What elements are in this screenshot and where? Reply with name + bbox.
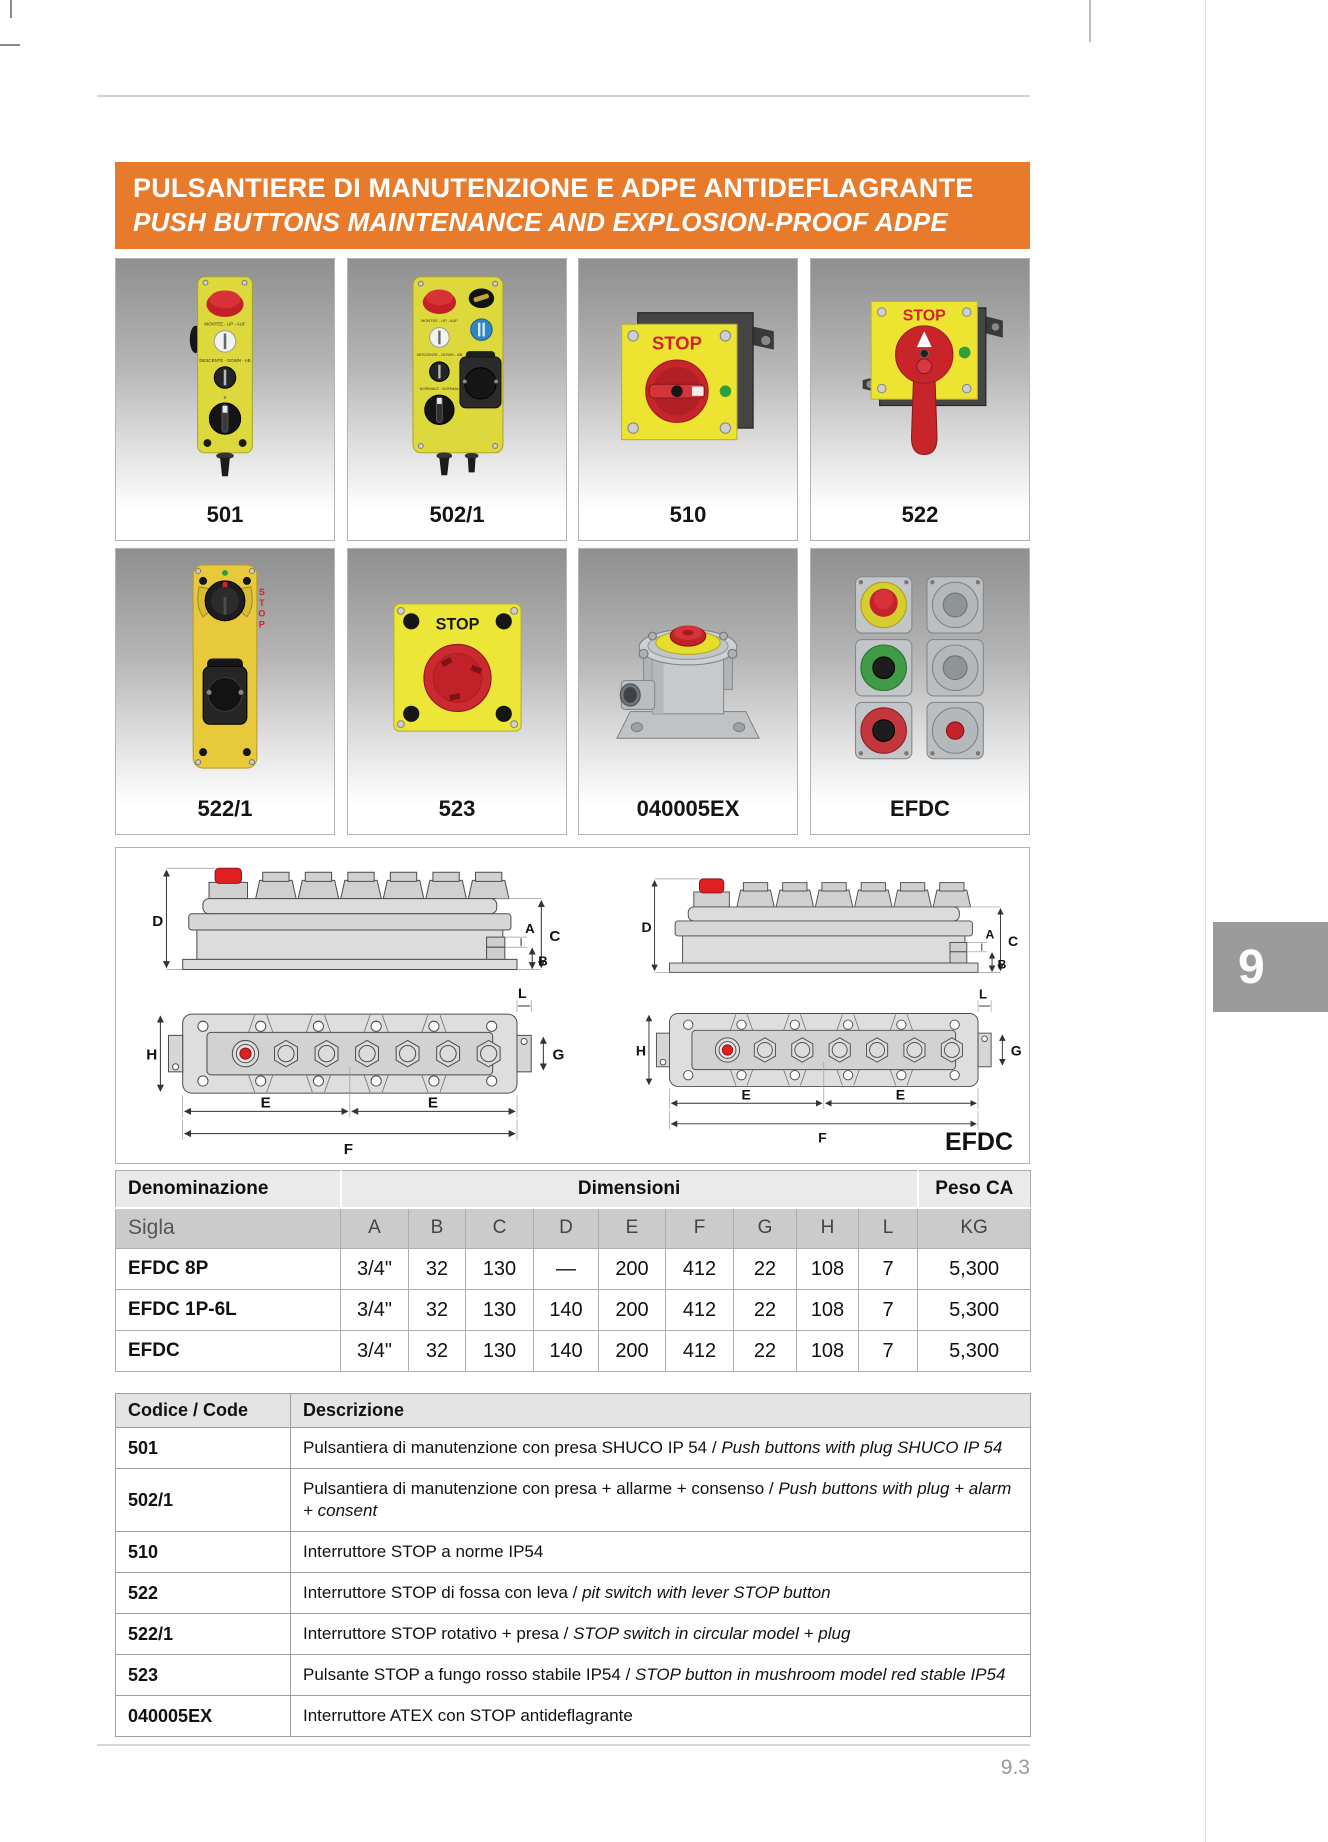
- dims-col-f: F: [666, 1208, 734, 1249]
- dim-label-c: C: [549, 928, 561, 946]
- dims-value: 32: [409, 1290, 466, 1331]
- product-label-510: 510: [669, 502, 707, 527]
- dims-value: 22: [734, 1290, 797, 1331]
- dims-value: 200: [599, 1249, 666, 1290]
- dims-weight: 5,300: [918, 1290, 1031, 1331]
- code-cell: 040005EX: [116, 1696, 291, 1737]
- pendant-station-501-graphic: [165, 269, 285, 489]
- mushroom-button-523-graphic: [365, 590, 550, 752]
- stop-letter-s: S: [258, 586, 265, 597]
- dims-value: 412: [666, 1249, 734, 1290]
- dims-value: —: [534, 1249, 599, 1290]
- efdc-modules-graphic: [823, 568, 1018, 774]
- product-photo-523: [348, 551, 566, 790]
- chapter-number: 9: [1238, 940, 1265, 994]
- dims-row-name: EFDC: [116, 1331, 341, 1372]
- code-row-501: [116, 1428, 1031, 1469]
- dims-weight: 5,300: [918, 1331, 1031, 1372]
- dims-value: 108: [797, 1249, 859, 1290]
- product-photo-501: [116, 261, 334, 496]
- efdc-dimension-drawing: [634, 852, 1036, 1161]
- page-edge-rule: [1205, 0, 1206, 1842]
- dims-value: 32: [409, 1331, 466, 1372]
- dims-value: 130: [466, 1290, 534, 1331]
- code-cell: 502/1: [116, 1469, 291, 1532]
- dims-weight: 5,300: [918, 1249, 1031, 1290]
- dims-col-d: D: [534, 1208, 599, 1249]
- diagram-right: [634, 852, 1036, 1161]
- dim-label-h: H: [146, 1046, 158, 1064]
- stop-text: STOP: [651, 332, 702, 354]
- product-label-502-1: 502/1: [429, 502, 485, 527]
- description-text: Pulsantiera di manutenzione con presa + allarme + consenso /: [303, 1479, 779, 1498]
- description-text: Pulsante STOP a fungo rosso stabile IP54 /: [303, 1665, 636, 1684]
- product-label-523: 523: [438, 796, 476, 821]
- dims-value: 412: [666, 1290, 734, 1331]
- dims-value: 200: [599, 1290, 666, 1331]
- dims-value: 32: [409, 1249, 466, 1290]
- stop-letter-o: O: [258, 608, 266, 619]
- dims-value: 108: [797, 1331, 859, 1372]
- pit-lever-switch-522-graphic: [835, 278, 1005, 480]
- dims-col-kg: KG: [918, 1208, 1031, 1249]
- product-photo-522-1: [116, 551, 334, 790]
- dims-subheader-sigla: Sigla: [116, 1208, 341, 1249]
- product-label-efdc: EFDC: [890, 796, 950, 821]
- page-number: 9.3: [1000, 1756, 1030, 1779]
- crop-mark-top-left-vertical: [10, 0, 12, 18]
- description-english: STOP button in mushroom model red stable IP54: [635, 1665, 1006, 1684]
- description-english: STOP switch in circular model + plug: [573, 1624, 851, 1643]
- code-cell: 501: [116, 1428, 291, 1469]
- code-row-523: [116, 1655, 1031, 1696]
- product-photo-040005ex: [579, 551, 797, 790]
- product-photo-510: [579, 261, 797, 496]
- description-text: Interruttore ATEX con STOP antideflagrante: [303, 1706, 633, 1725]
- product-card-501: [115, 258, 335, 541]
- stop-text: STOP: [902, 307, 946, 325]
- description-english: Push buttons with plug SHUCO IP 54: [721, 1438, 1003, 1457]
- efdc-dimension-drawing: [142, 852, 582, 1161]
- section-banner: [115, 162, 1030, 249]
- dims-col-l: L: [859, 1208, 918, 1249]
- dims-row-name: EFDC 8P: [116, 1249, 341, 1290]
- product-photo-502-1: [348, 261, 566, 496]
- description-text: Interruttore STOP a norme IP54: [303, 1542, 544, 1561]
- code-row-522-1: [116, 1614, 1031, 1655]
- dim-label-c: C: [1007, 933, 1019, 950]
- dims-value: 200: [599, 1331, 666, 1372]
- product-label-522-1: 522/1: [197, 796, 253, 821]
- pendant-station-502-1-graphic: [383, 269, 531, 489]
- technical-drawing-panel: [115, 847, 1030, 1164]
- dim-label-b: B: [538, 953, 548, 969]
- crop-mark-top-left-horizontal: [0, 44, 20, 46]
- dim-label-g: G: [552, 1046, 565, 1064]
- product-card-efdc: [810, 548, 1030, 835]
- normal-label: NORMALE - NORMAL: [419, 385, 460, 391]
- rotary-stop-522-1-graphic: [165, 559, 285, 783]
- dims-header-dimensioni: Dimensioni: [341, 1171, 918, 1208]
- dims-value: 108: [797, 1290, 859, 1331]
- description-cell: [291, 1696, 1031, 1737]
- description-cell: [291, 1614, 1031, 1655]
- dims-value: 7: [859, 1331, 918, 1372]
- product-label-522: 522: [901, 502, 939, 527]
- bottom-divider-rule: [97, 1744, 1030, 1746]
- dim-label-l: L: [978, 986, 987, 1002]
- product-card-522: [810, 258, 1030, 541]
- dim-label-d: D: [152, 912, 164, 930]
- dim-label-e2: E: [427, 1094, 438, 1112]
- product-card-040005ex: [578, 548, 798, 835]
- dims-header-peso: Peso CA: [918, 1171, 1031, 1208]
- dims-row-name: EFDC 1P-6L: [116, 1290, 341, 1331]
- code-row-522: [116, 1573, 1031, 1614]
- dims-value: 7: [859, 1249, 918, 1290]
- atex-switch-040005ex-graphic: [588, 587, 788, 754]
- page-title-english: PUSH BUTTONS MAINTENANCE AND EXPLOSION-PROOF ADPE: [133, 207, 948, 237]
- product-card-522-1: [115, 548, 335, 835]
- dims-value: 130: [466, 1249, 534, 1290]
- product-label-040005ex: 040005EX: [636, 796, 740, 821]
- dims-col-b: B: [409, 1208, 466, 1249]
- dim-label-f: F: [818, 1129, 827, 1146]
- dim-label-e1: E: [260, 1094, 271, 1112]
- top-divider-rule: [97, 95, 1030, 97]
- description-cell: [291, 1532, 1031, 1573]
- diagram-left: [142, 852, 582, 1161]
- description-cell: [291, 1469, 1031, 1532]
- codes-table: [115, 1393, 1031, 1737]
- dim-label-a: A: [525, 921, 535, 937]
- codes-header-desc: Descrizione: [291, 1394, 1031, 1428]
- stop-letter-t: T: [259, 597, 265, 608]
- dim-label-g: G: [1010, 1042, 1022, 1059]
- description-text: Interruttore STOP rotativo + presa /: [303, 1624, 574, 1643]
- product-card-502-1: [347, 258, 567, 541]
- dims-col-h: H: [797, 1208, 859, 1249]
- dim-label-l: L: [518, 985, 527, 1002]
- dim-label-f: F: [343, 1140, 354, 1158]
- code-row-040005ex: [116, 1696, 1031, 1737]
- description-cell: [291, 1655, 1031, 1696]
- dim-label-e2: E: [895, 1086, 906, 1103]
- diagram-caption: EFDC: [944, 1128, 1013, 1156]
- down-label: DESCENTE - DOWN - AB: [416, 351, 463, 357]
- dims-value: 22: [734, 1249, 797, 1290]
- dims-value: 3/4": [341, 1249, 409, 1290]
- stop-switch-510-graphic: [596, 292, 781, 465]
- page-title-italian: PULSANTIERE DI MANUTENZIONE E ADPE ANTIDEFLAGRANTE: [133, 173, 974, 203]
- crop-mark-top-right-vertical: [1089, 0, 1091, 42]
- code-cell: 522: [116, 1573, 291, 1614]
- product-label-501: 501: [206, 502, 244, 527]
- dims-col-a: A: [341, 1208, 409, 1249]
- dim-label-b: B: [997, 957, 1007, 972]
- dims-col-g: G: [734, 1208, 797, 1249]
- stop-letter-p: P: [258, 619, 265, 630]
- dims-value: 7: [859, 1290, 918, 1331]
- dim-label-h: H: [635, 1042, 646, 1059]
- up-label: MONTEE - UP - AUF: [204, 321, 246, 327]
- product-card-523: [347, 548, 567, 835]
- dims-value: 140: [534, 1290, 599, 1331]
- code-cell: 510: [116, 1532, 291, 1573]
- code-row-502-1: [116, 1469, 1031, 1532]
- description-text: Pulsantiera di manutenzione con presa SHUCO IP 54 /: [303, 1438, 722, 1457]
- product-card-510: [578, 258, 798, 541]
- dim-label-a: A: [985, 927, 995, 942]
- dim-label-d: D: [641, 919, 652, 936]
- stop-text: STOP: [435, 614, 479, 633]
- product-photo-efdc: [811, 551, 1029, 790]
- dims-value: 412: [666, 1331, 734, 1372]
- dims-col-c: C: [466, 1208, 534, 1249]
- description-cell: [291, 1573, 1031, 1614]
- dims-value: 3/4": [341, 1331, 409, 1372]
- dim-label-e1: E: [741, 1086, 751, 1103]
- dims-value: 3/4": [341, 1290, 409, 1331]
- code-cell: 522/1: [116, 1614, 291, 1655]
- description-cell: [291, 1428, 1031, 1469]
- dimensions-table: [115, 1170, 1031, 1372]
- dims-value: 22: [734, 1331, 797, 1372]
- code-row-510: [116, 1532, 1031, 1573]
- zero-label: 0: [223, 395, 227, 401]
- product-photo-522: [811, 261, 1029, 496]
- down-label: DESCENTE - DOWN - AB: [199, 357, 251, 363]
- codes-header-code: Codice / Code: [116, 1394, 291, 1428]
- up-label: MONTEE - UP - AUF: [421, 317, 458, 323]
- description-text: Interruttore STOP di fossa con leva /: [303, 1583, 583, 1602]
- description-english: Push buttons with plug + alarm + consent: [303, 1479, 1012, 1520]
- code-cell: 523: [116, 1655, 291, 1696]
- dims-header-denominazione: Denominazione: [116, 1171, 341, 1208]
- dims-value: 130: [466, 1331, 534, 1372]
- chapter-tab: [1213, 922, 1328, 1012]
- description-english: pit switch with lever STOP button: [582, 1583, 831, 1602]
- dims-col-e: E: [599, 1208, 666, 1249]
- dims-value: 140: [534, 1331, 599, 1372]
